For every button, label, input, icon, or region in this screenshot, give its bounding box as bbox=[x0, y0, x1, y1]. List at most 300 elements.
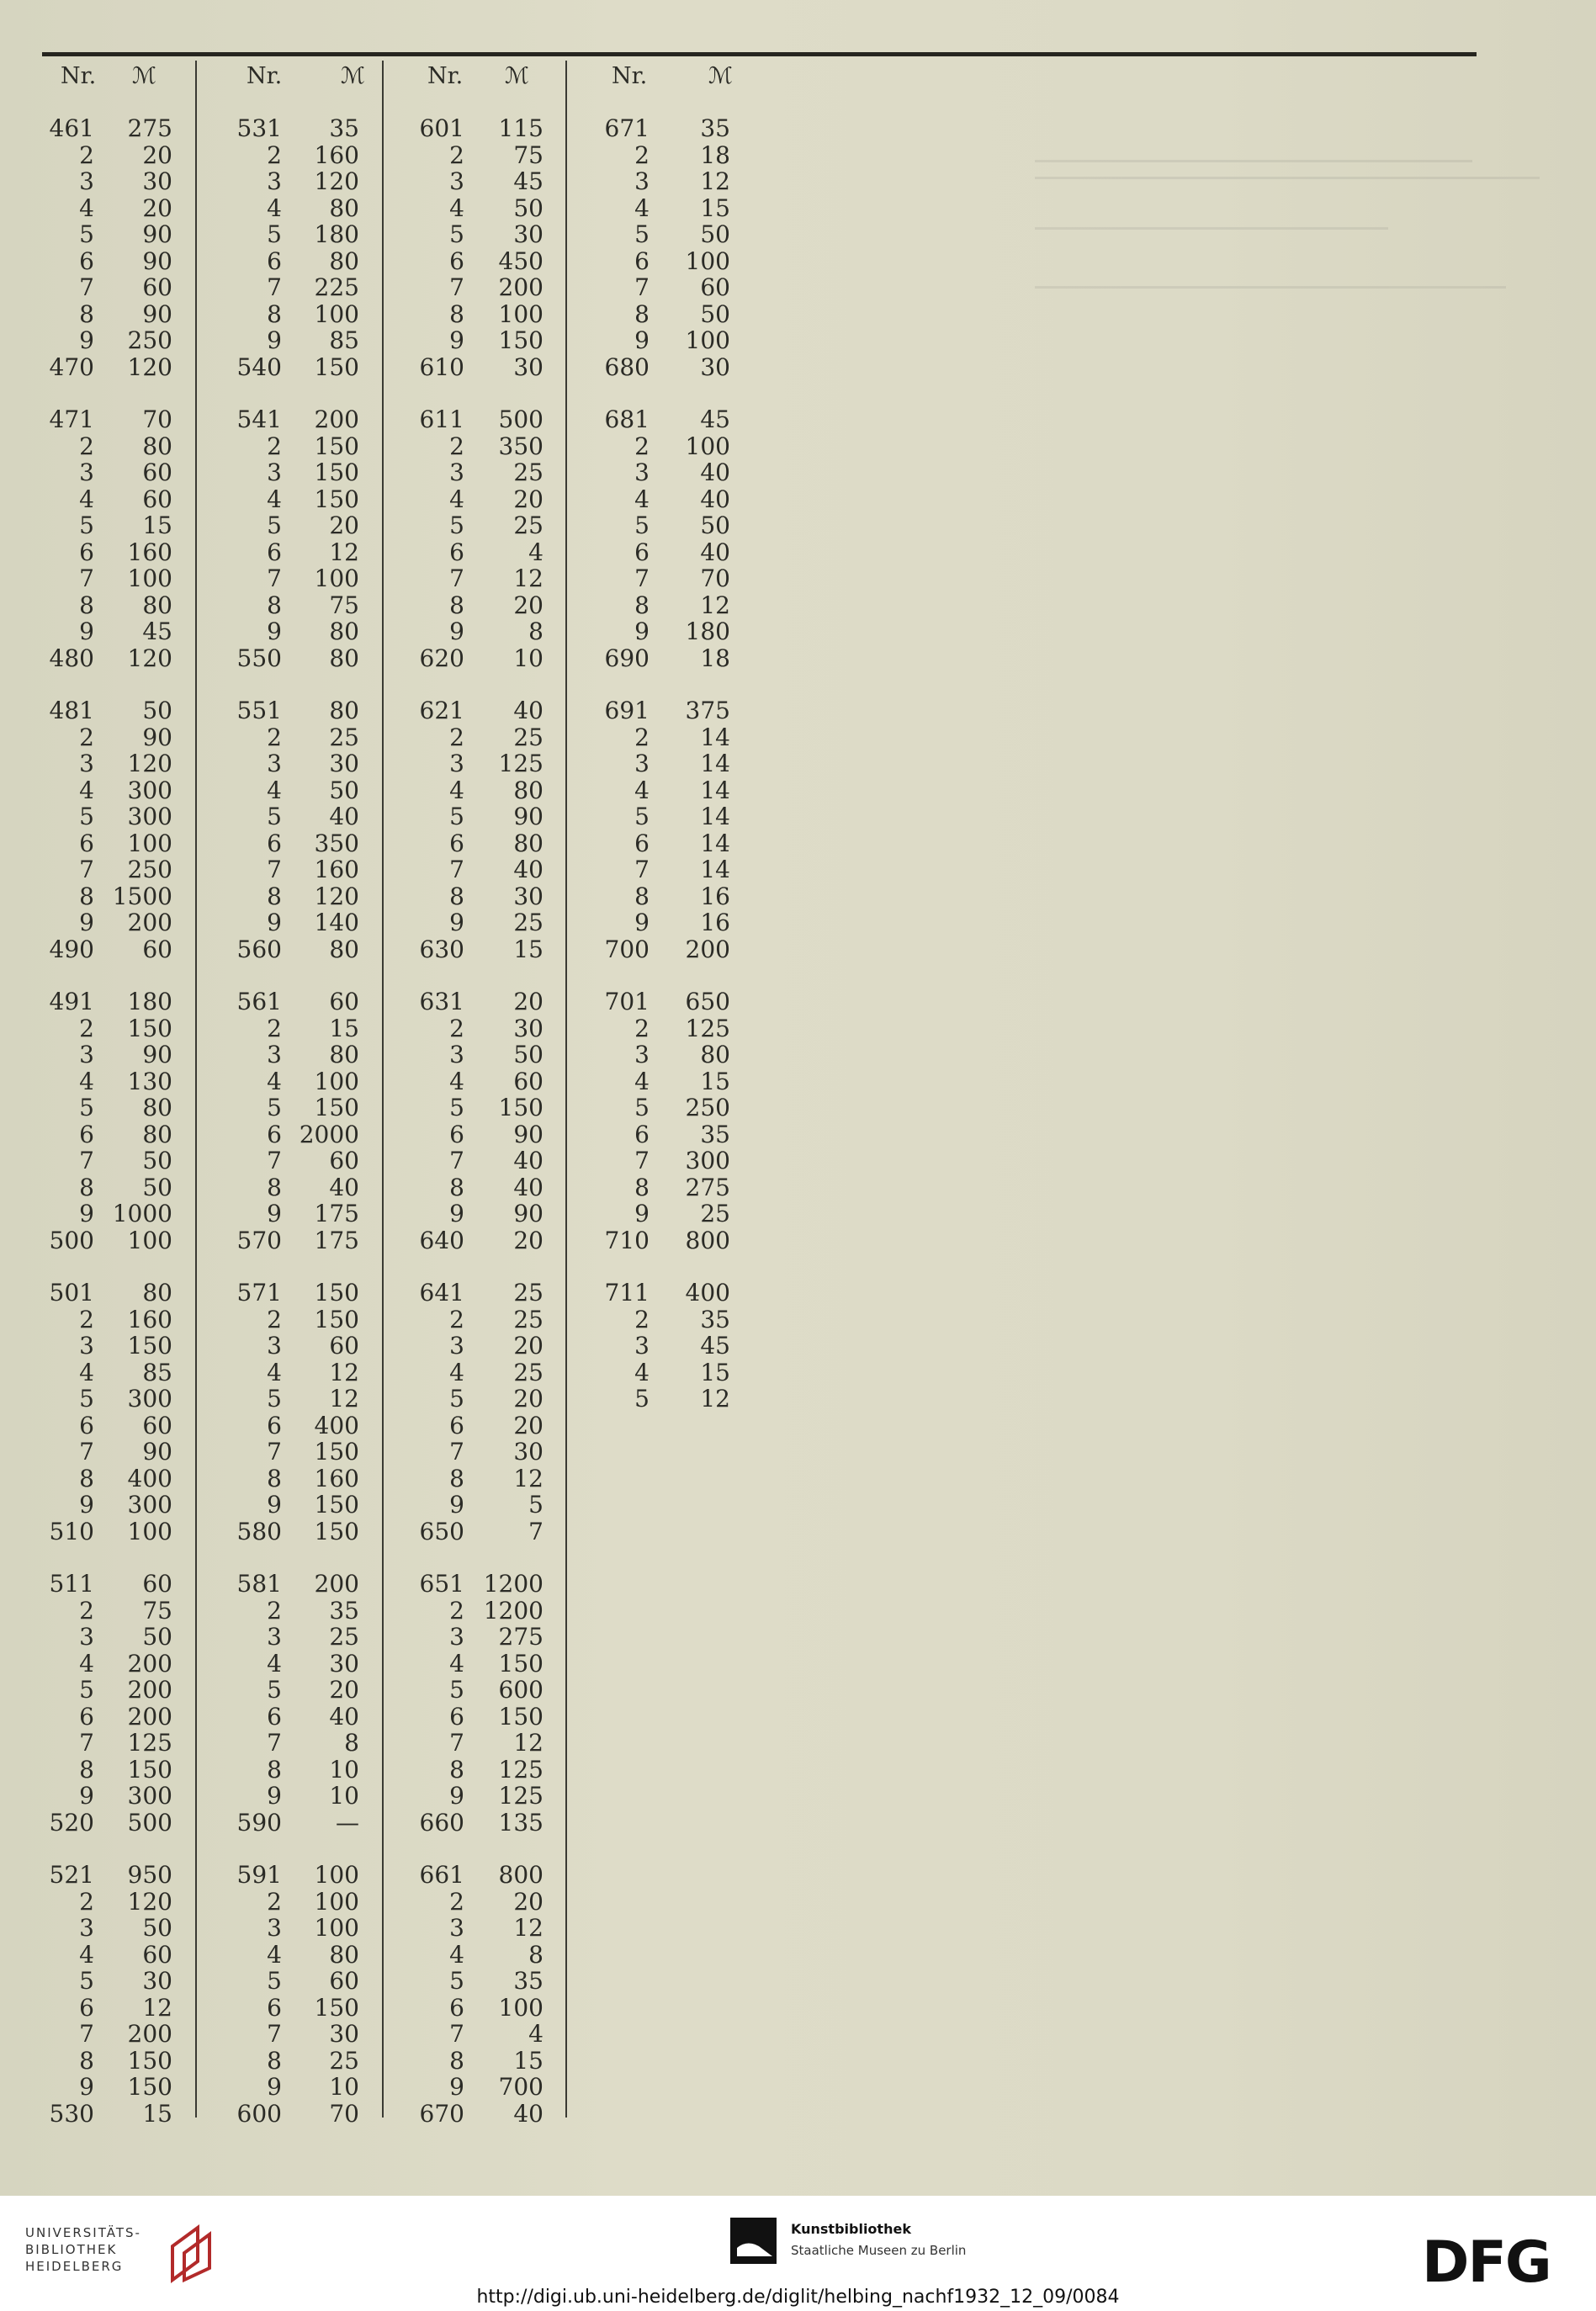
lot-price: 275 bbox=[127, 114, 172, 142]
lot-number: 9 bbox=[449, 2073, 464, 2101]
lot-number: 611 bbox=[419, 405, 464, 433]
lot-number: 6 bbox=[634, 538, 650, 566]
column-divider bbox=[195, 61, 197, 2118]
lot-price: 20 bbox=[142, 193, 172, 222]
lot-number: 9 bbox=[449, 326, 464, 354]
lot-number: 591 bbox=[236, 1861, 282, 1889]
lot-price: 225 bbox=[314, 273, 359, 301]
lot-number: 6 bbox=[79, 538, 94, 566]
lot-number: 9 bbox=[634, 1200, 650, 1227]
lot-number: 7 bbox=[267, 273, 282, 301]
lot-price: 120 bbox=[127, 1887, 172, 1916]
lot-number: 711 bbox=[604, 1279, 650, 1307]
lot-number: 6 bbox=[267, 829, 282, 857]
lot-number: 4 bbox=[267, 776, 282, 804]
lot-price: 2000 bbox=[299, 1120, 359, 1148]
lot-price: 150 bbox=[314, 1517, 359, 1545]
lot-number: 8 bbox=[267, 2046, 282, 2075]
lot-price: 200 bbox=[127, 1649, 172, 1678]
lot-number: 2 bbox=[634, 1014, 650, 1042]
lot-number: 8 bbox=[449, 1755, 464, 1784]
lot-number: 5 bbox=[267, 220, 282, 248]
lot-number: 710 bbox=[604, 1226, 650, 1254]
lot-number: 6 bbox=[79, 1702, 94, 1731]
lot-number: 6 bbox=[267, 538, 282, 566]
lot-price: 350 bbox=[314, 829, 359, 857]
lot-number: 8 bbox=[79, 882, 94, 910]
lot-number: 9 bbox=[449, 1200, 464, 1227]
lot-price: 150 bbox=[314, 1438, 359, 1466]
lot-price: 125 bbox=[498, 750, 543, 777]
lot-number: 9 bbox=[79, 1491, 94, 1519]
lot-number: 4 bbox=[79, 485, 94, 513]
lot-number: 6 bbox=[634, 246, 650, 275]
lot-price: 4 bbox=[528, 538, 543, 566]
lot-price: 300 bbox=[685, 1147, 730, 1174]
lot-price: 25 bbox=[513, 909, 543, 936]
lot-price: 150 bbox=[127, 1332, 172, 1360]
lot-number: 6 bbox=[267, 1702, 282, 1731]
lot-number: 8 bbox=[79, 2046, 94, 2075]
lot-price: 120 bbox=[314, 882, 359, 910]
lot-number: 6 bbox=[449, 1411, 464, 1439]
lot-price: 40 bbox=[513, 1173, 543, 1201]
lot-number: 570 bbox=[236, 1226, 282, 1254]
lot-price: 1500 bbox=[112, 882, 172, 910]
lot-price: 100 bbox=[498, 299, 543, 328]
lot-price: 12 bbox=[513, 1464, 543, 1492]
lot-price: 150 bbox=[314, 1491, 359, 1519]
lot-number: 9 bbox=[79, 2073, 94, 2101]
lot-number: 2 bbox=[79, 723, 94, 751]
lot-number: 4 bbox=[267, 1649, 282, 1678]
lot-number: 8 bbox=[634, 591, 650, 619]
lot-number: 7 bbox=[449, 273, 464, 301]
lot-number: 4 bbox=[449, 1067, 464, 1095]
lot-price: 30 bbox=[142, 1967, 172, 1995]
lot-number: 5 bbox=[79, 220, 94, 248]
lot-price: 50 bbox=[142, 1147, 172, 1174]
lot-number: 4 bbox=[449, 1940, 464, 1969]
kunstbibliothek-emblem-icon bbox=[730, 2218, 777, 2264]
lot-price: 150 bbox=[314, 458, 359, 486]
lot-price: 50 bbox=[142, 1173, 172, 1201]
lot-price: 175 bbox=[314, 1226, 359, 1254]
footer-bar bbox=[0, 2196, 1596, 2311]
lot-price: 12 bbox=[513, 1729, 543, 1757]
lot-number: 2 bbox=[79, 432, 94, 460]
lot-price: 150 bbox=[314, 352, 359, 381]
lot-price: 100 bbox=[314, 299, 359, 328]
lot-price: 12 bbox=[700, 167, 730, 195]
lot-price: 275 bbox=[498, 1623, 543, 1651]
lot-number: 4 bbox=[449, 485, 464, 513]
lot-price: 60 bbox=[142, 1411, 172, 1439]
lot-price: 7 bbox=[528, 1517, 543, 1545]
lot-number: 4 bbox=[634, 193, 650, 222]
lot-number: 701 bbox=[604, 988, 650, 1015]
lot-price: 40 bbox=[700, 538, 730, 566]
lot-number: 681 bbox=[604, 405, 650, 433]
table-header bbox=[0, 63, 757, 97]
lot-price: 300 bbox=[127, 1491, 172, 1519]
lot-number: 2 bbox=[267, 1596, 282, 1625]
lot-number: 5 bbox=[449, 1967, 464, 1995]
lot-number: 5 bbox=[79, 1676, 94, 1704]
lot-number: 8 bbox=[79, 299, 94, 328]
lot-price: 135 bbox=[498, 1808, 543, 1837]
lot-number: 2 bbox=[267, 723, 282, 751]
lot-price: 10 bbox=[329, 2073, 359, 2101]
lot-price: 80 bbox=[329, 935, 359, 963]
lot-price: 70 bbox=[700, 564, 730, 592]
lot-number: 691 bbox=[604, 697, 650, 724]
lot-number: 531 bbox=[236, 114, 282, 142]
lot-price: 50 bbox=[142, 697, 172, 724]
lot-number: 471 bbox=[49, 405, 94, 433]
lot-price: 125 bbox=[498, 1755, 543, 1784]
lot-number: 7 bbox=[79, 856, 94, 883]
lot-number: 2 bbox=[267, 432, 282, 460]
lot-number: 8 bbox=[79, 1755, 94, 1784]
lot-number: 6 bbox=[634, 1120, 650, 1148]
lot-number: 7 bbox=[449, 1147, 464, 1174]
lot-number: 8 bbox=[267, 591, 282, 619]
lot-price: 50 bbox=[513, 1041, 543, 1068]
source-url-link[interactable]: http://digi.ub.uni-heidelberg.de/diglit/helbing_nachf1932_12_09/0084 bbox=[476, 2287, 1120, 2308]
lot-price: 45 bbox=[513, 167, 543, 195]
lot-number: 3 bbox=[267, 1623, 282, 1651]
lot-price: 50 bbox=[700, 299, 730, 328]
lot-price: 800 bbox=[498, 1861, 543, 1889]
lot-number: 5 bbox=[449, 220, 464, 248]
kb-title: Kunstbibliothek bbox=[791, 2221, 911, 2237]
lot-number: 6 bbox=[449, 829, 464, 857]
lot-number: 5 bbox=[634, 511, 650, 539]
lot-price: 90 bbox=[142, 723, 172, 751]
lot-number: 3 bbox=[449, 1914, 464, 1942]
lot-price: 180 bbox=[685, 618, 730, 645]
lot-number: 580 bbox=[236, 1517, 282, 1545]
lot-number: 6 bbox=[449, 1702, 464, 1731]
lot-number: 5 bbox=[449, 1676, 464, 1704]
lot-price: 14 bbox=[700, 803, 730, 830]
lot-number: 4 bbox=[79, 1067, 94, 1095]
lot-price: 1000 bbox=[112, 1200, 172, 1227]
lot-number: 631 bbox=[419, 988, 464, 1015]
lot-number: 3 bbox=[267, 1914, 282, 1942]
lot-price: 35 bbox=[700, 1120, 730, 1148]
lot-price: 25 bbox=[513, 723, 543, 751]
lot-price: 60 bbox=[329, 1147, 359, 1174]
lot-price: 180 bbox=[314, 220, 359, 248]
lot-price: 18 bbox=[700, 140, 730, 169]
lot-price: 1200 bbox=[483, 1570, 543, 1598]
lot-price: 800 bbox=[685, 1226, 730, 1254]
lot-price: 90 bbox=[513, 1200, 543, 1227]
lot-price: 250 bbox=[127, 856, 172, 883]
lot-price: 12 bbox=[700, 591, 730, 619]
lot-price: 650 bbox=[685, 988, 730, 1015]
lot-price: 15 bbox=[142, 511, 172, 539]
lot-price: 50 bbox=[142, 1914, 172, 1942]
lot-price: 150 bbox=[314, 1993, 359, 2022]
lot-price: 10 bbox=[513, 644, 543, 672]
lot-price: 50 bbox=[513, 193, 543, 222]
lot-price: 250 bbox=[127, 326, 172, 354]
lot-number: 661 bbox=[419, 1861, 464, 1889]
lot-price: 25 bbox=[329, 723, 359, 751]
lot-number: 4 bbox=[267, 1358, 282, 1386]
lot-price: 150 bbox=[314, 1305, 359, 1333]
lot-price: 60 bbox=[142, 935, 172, 963]
lot-number: 690 bbox=[604, 644, 650, 672]
lot-price: 30 bbox=[329, 2020, 359, 2048]
lot-price: 25 bbox=[513, 1358, 543, 1386]
lot-price: 100 bbox=[127, 1226, 172, 1254]
lot-price: 100 bbox=[127, 829, 172, 857]
header-nr: Nr. bbox=[612, 63, 648, 89]
lot-price: 35 bbox=[700, 1305, 730, 1333]
lot-price: 20 bbox=[513, 988, 543, 1015]
lot-number: 6 bbox=[449, 1120, 464, 1148]
lot-number: 3 bbox=[449, 1332, 464, 1360]
lot-number: 2 bbox=[634, 140, 650, 169]
lot-price: 500 bbox=[498, 405, 543, 433]
lot-price: 8 bbox=[528, 1940, 543, 1969]
lot-number: 9 bbox=[267, 1782, 282, 1810]
lot-price: 45 bbox=[700, 1332, 730, 1360]
lot-number: 7 bbox=[79, 2020, 94, 2048]
lot-price: 75 bbox=[513, 140, 543, 169]
lot-number: 571 bbox=[236, 1279, 282, 1307]
lot-price: 12 bbox=[329, 1385, 359, 1413]
lot-number: 7 bbox=[267, 2020, 282, 2048]
lot-price: 40 bbox=[513, 856, 543, 883]
lot-price: 14 bbox=[700, 856, 730, 883]
lot-number: 2 bbox=[267, 1305, 282, 1333]
lot-price: 60 bbox=[329, 988, 359, 1015]
lot-number: 530 bbox=[49, 2099, 94, 2128]
lot-number: 9 bbox=[449, 618, 464, 645]
lot-number: 491 bbox=[49, 988, 94, 1015]
lot-number: 5 bbox=[267, 511, 282, 539]
lot-price: 500 bbox=[127, 1808, 172, 1837]
lot-number: 7 bbox=[267, 1729, 282, 1757]
lot-number: 9 bbox=[267, 1491, 282, 1519]
lot-number: 2 bbox=[634, 432, 650, 460]
lot-number: 8 bbox=[79, 1464, 94, 1492]
column-divider bbox=[565, 61, 567, 2118]
lot-price: 25 bbox=[513, 511, 543, 539]
lot-number: 4 bbox=[79, 776, 94, 804]
lot-price: 14 bbox=[700, 750, 730, 777]
lot-number: 2 bbox=[79, 1305, 94, 1333]
lot-price: 30 bbox=[513, 220, 543, 248]
lot-number: 480 bbox=[49, 644, 94, 672]
lot-price: 35 bbox=[513, 1967, 543, 1995]
lot-number: 700 bbox=[604, 935, 650, 963]
lot-price: 130 bbox=[127, 1067, 172, 1095]
lot-price: 14 bbox=[700, 776, 730, 804]
lot-price: 150 bbox=[498, 1649, 543, 1678]
lot-price: 40 bbox=[700, 458, 730, 486]
lot-price: 20 bbox=[513, 1411, 543, 1439]
lot-number: 8 bbox=[634, 882, 650, 910]
lot-number: 2 bbox=[449, 723, 464, 751]
lot-price: 20 bbox=[513, 1385, 543, 1413]
lot-price: 250 bbox=[685, 1094, 730, 1121]
lot-number: 7 bbox=[79, 1147, 94, 1174]
lot-number: 9 bbox=[267, 1200, 282, 1227]
lot-number: 7 bbox=[79, 273, 94, 301]
ub-line2: BIBLIOTHEK bbox=[25, 2242, 118, 2257]
lot-price: 150 bbox=[314, 1094, 359, 1121]
lot-number: 7 bbox=[267, 564, 282, 592]
lot-price: 50 bbox=[142, 1623, 172, 1651]
lot-number: 9 bbox=[449, 909, 464, 936]
lot-number: 2 bbox=[267, 1014, 282, 1042]
lot-number: 6 bbox=[267, 1411, 282, 1439]
lot-number: 5 bbox=[449, 1094, 464, 1121]
lot-number: 5 bbox=[449, 1385, 464, 1413]
lot-number: 8 bbox=[634, 1173, 650, 1201]
lot-price: 90 bbox=[142, 220, 172, 248]
ub-heidelberg-logo bbox=[25, 2221, 236, 2288]
lot-price: 60 bbox=[142, 273, 172, 301]
lot-number: 9 bbox=[634, 909, 650, 936]
lot-number: 521 bbox=[49, 1861, 94, 1889]
lot-price: 90 bbox=[142, 246, 172, 275]
lot-price: 12 bbox=[513, 1914, 543, 1942]
lot-price: 80 bbox=[142, 1120, 172, 1148]
lot-number: 490 bbox=[49, 935, 94, 963]
lot-price: 200 bbox=[127, 1676, 172, 1704]
lot-price: 50 bbox=[329, 776, 359, 804]
lot-number: 3 bbox=[79, 1914, 94, 1942]
lot-price: 600 bbox=[498, 1676, 543, 1704]
lot-price: 40 bbox=[700, 485, 730, 513]
lot-price: 15 bbox=[700, 1358, 730, 1386]
lot-number: 590 bbox=[236, 1808, 282, 1837]
lot-number: 621 bbox=[419, 697, 464, 724]
lot-number: 7 bbox=[79, 1729, 94, 1757]
lot-number: 2 bbox=[449, 432, 464, 460]
lot-price: 60 bbox=[142, 1570, 172, 1598]
lot-price: 25 bbox=[700, 1200, 730, 1227]
lot-price: 35 bbox=[329, 1596, 359, 1625]
lot-price: 15 bbox=[700, 193, 730, 222]
lot-price: 150 bbox=[314, 1279, 359, 1307]
lot-price: 200 bbox=[685, 935, 730, 963]
lot-price: 30 bbox=[700, 352, 730, 381]
lot-price: 15 bbox=[513, 2046, 543, 2075]
lot-number: 5 bbox=[79, 511, 94, 539]
lot-number: 6 bbox=[267, 1120, 282, 1148]
lot-price: 20 bbox=[513, 591, 543, 619]
lot-price: 200 bbox=[127, 1702, 172, 1731]
lot-number: 600 bbox=[236, 2099, 282, 2128]
lot-number: 5 bbox=[79, 1385, 94, 1413]
lot-price: 12 bbox=[329, 538, 359, 566]
lot-price: 25 bbox=[329, 1623, 359, 1651]
lot-number: 9 bbox=[449, 1491, 464, 1519]
lot-number: 5 bbox=[449, 511, 464, 539]
lot-number: 641 bbox=[419, 1279, 464, 1307]
lot-number: 6 bbox=[79, 246, 94, 275]
lot-price: 60 bbox=[142, 485, 172, 513]
lot-price: 125 bbox=[685, 1014, 730, 1042]
lot-price: 20 bbox=[142, 140, 172, 169]
lot-price: 75 bbox=[329, 591, 359, 619]
lot-number: 7 bbox=[267, 856, 282, 883]
lot-price: 12 bbox=[142, 1993, 172, 2022]
lot-number: 3 bbox=[79, 1623, 94, 1651]
lot-number: 3 bbox=[267, 750, 282, 777]
lot-number: 510 bbox=[49, 1517, 94, 1545]
ub-emblem-icon bbox=[164, 2221, 223, 2285]
lot-price: 25 bbox=[513, 458, 543, 486]
lot-number: 9 bbox=[79, 909, 94, 936]
lot-number: 2 bbox=[634, 723, 650, 751]
header-currency: ℳ bbox=[708, 63, 733, 89]
lot-number: 9 bbox=[267, 909, 282, 936]
lot-price: 40 bbox=[329, 1702, 359, 1731]
lot-price: 160 bbox=[127, 538, 172, 566]
lot-price: 85 bbox=[142, 1358, 172, 1386]
lot-number: 9 bbox=[634, 326, 650, 354]
lot-price: 15 bbox=[329, 1014, 359, 1042]
lot-price: 120 bbox=[127, 644, 172, 672]
lot-price: 80 bbox=[329, 1940, 359, 1969]
lot-number: 3 bbox=[449, 1041, 464, 1068]
lot-number: 3 bbox=[634, 750, 650, 777]
lot-price: 12 bbox=[700, 1385, 730, 1413]
lot-number: 3 bbox=[449, 750, 464, 777]
lot-number: 6 bbox=[79, 1120, 94, 1148]
lot-price: 350 bbox=[498, 432, 543, 460]
lot-price: 100 bbox=[314, 1914, 359, 1942]
lot-number: 4 bbox=[634, 1067, 650, 1095]
lot-price: 120 bbox=[127, 352, 172, 381]
lot-number: 7 bbox=[634, 856, 650, 883]
lot-number: 7 bbox=[449, 564, 464, 592]
lot-number: 470 bbox=[49, 352, 94, 381]
lot-price: 90 bbox=[142, 1438, 172, 1466]
lot-price: 40 bbox=[513, 697, 543, 724]
lot-price: 20 bbox=[513, 1887, 543, 1916]
lot-number: 4 bbox=[79, 1358, 94, 1386]
lot-price: 45 bbox=[700, 405, 730, 433]
lot-price: 85 bbox=[329, 326, 359, 354]
lot-price: 60 bbox=[142, 458, 172, 486]
lot-price: 16 bbox=[700, 882, 730, 910]
lot-number: 7 bbox=[449, 1438, 464, 1466]
lot-price: 30 bbox=[513, 1438, 543, 1466]
lot-price: 14 bbox=[700, 723, 730, 751]
lot-price: 80 bbox=[329, 618, 359, 645]
lot-price: 100 bbox=[685, 246, 730, 275]
lot-price: 160 bbox=[314, 856, 359, 883]
lot-number: 2 bbox=[79, 1887, 94, 1916]
lot-number: 9 bbox=[79, 1200, 94, 1227]
lot-number: 7 bbox=[634, 564, 650, 592]
lot-price: 120 bbox=[127, 750, 172, 777]
lot-number: 5 bbox=[267, 1676, 282, 1704]
lot-price: 80 bbox=[513, 776, 543, 804]
lot-price: 50 bbox=[700, 511, 730, 539]
lot-number: 8 bbox=[449, 2046, 464, 2075]
